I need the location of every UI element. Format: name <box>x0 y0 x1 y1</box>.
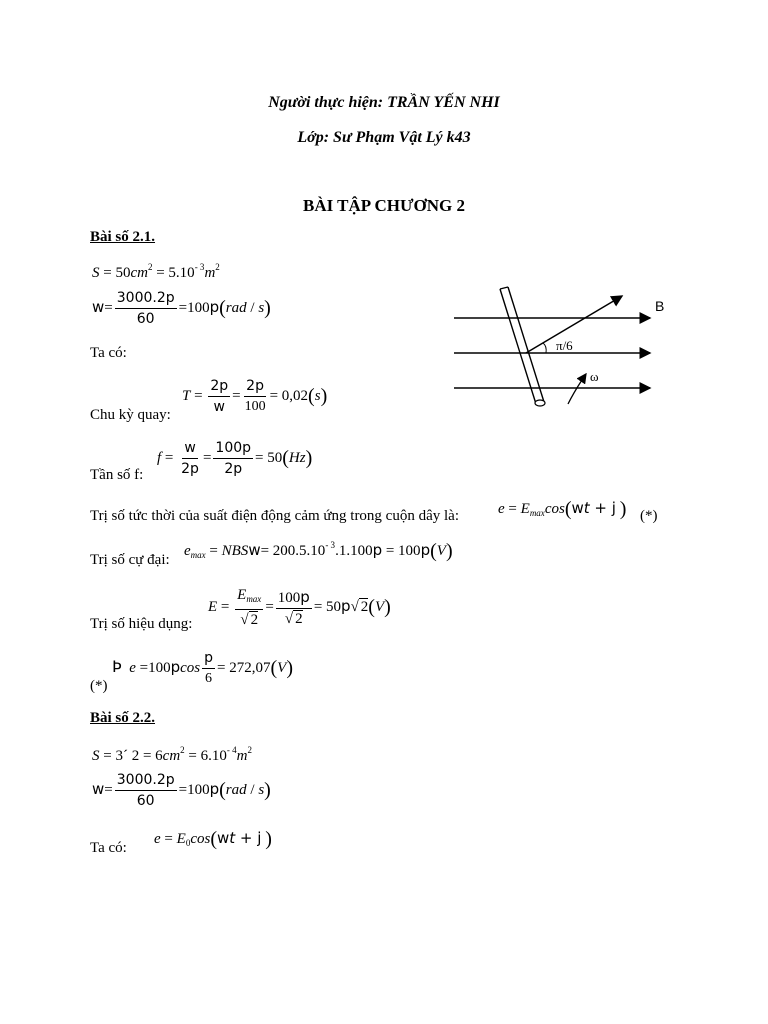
instantaneous-label: Trị số tức thời của suất điện động cảm ứng trong cuộn dây là: <box>90 508 459 524</box>
equation-emax: $e_{max}$ = NBSw= $200.5.10^{- 3}.1.100p = 100p(V)$ <box>184 540 453 562</box>
equation-period: T = $\frac{2p}{w}$ = $\frac{2p}{100}$ = 0,02(s) <box>182 378 328 415</box>
equation-result: Þ e =100pcos $\frac{p}{6}$ = 272,07(V) <box>112 650 293 686</box>
problem-1-heading: Bài số 2.1. <box>90 229 156 245</box>
ta-co-label-2: Ta có: <box>90 840 127 856</box>
max-value-label: Trị số cự đại: <box>90 552 170 568</box>
equation-emf-2: $e = E_0\cos(wt + j$ ) <box>154 828 272 850</box>
star-label: (*) <box>90 678 108 694</box>
ta-co-label-1: Ta có: <box>90 345 127 361</box>
equation-frequency: f = $\frac{w}{2p}$ = $\frac{100p}{2p}$ = 50(Hz) <box>157 440 313 477</box>
author-line: Người thực hiện: TRẦN YẾN NHI <box>268 94 500 111</box>
equation-area-2: S = 3´ $2 = 6cm^2 = 6.10^{- 4}m^2$ <box>92 745 252 764</box>
equation-effective: E = $\frac{E_{max}}{√ 2}$ = $\frac{100p}{√ 2}$ = 50p√ 2(V) <box>208 587 391 628</box>
equation-omega-2: w= $\frac{3000.2p}{60}$ =100p(rad / s) <box>92 772 271 809</box>
problem-2-heading: Bài số 2.2. <box>90 710 156 726</box>
class-line: Lớp: Sư Phạm Vật Lý k43 <box>297 129 471 146</box>
rotation-arrow <box>568 374 586 404</box>
label-b: B <box>655 298 665 314</box>
effective-value-label: Trị số hiệu dụng: <box>90 616 193 632</box>
period-label: Chu kỳ quay: <box>90 407 171 423</box>
equation-instantaneous: $e = E_{max}\cos(wt + j$ ) <box>498 498 627 520</box>
star-mark: (*) <box>640 508 658 524</box>
label-angle: π/6 <box>556 338 573 353</box>
normal-vector <box>526 296 622 353</box>
page-title: BÀI TẬP CHƯƠNG 2 <box>303 196 465 215</box>
angle-arc <box>543 343 546 353</box>
equation-area-1: $S = 50cm^2 = 5.10^{- 3}m^2$ <box>92 262 220 281</box>
frequency-label: Tần số f: <box>90 467 144 483</box>
label-omega: ω <box>590 369 599 384</box>
equation-omega-1: w= $\frac{3000.2p}{60}$ =100p(rad / s) <box>92 290 271 327</box>
rotating-coil-figure <box>450 282 680 417</box>
